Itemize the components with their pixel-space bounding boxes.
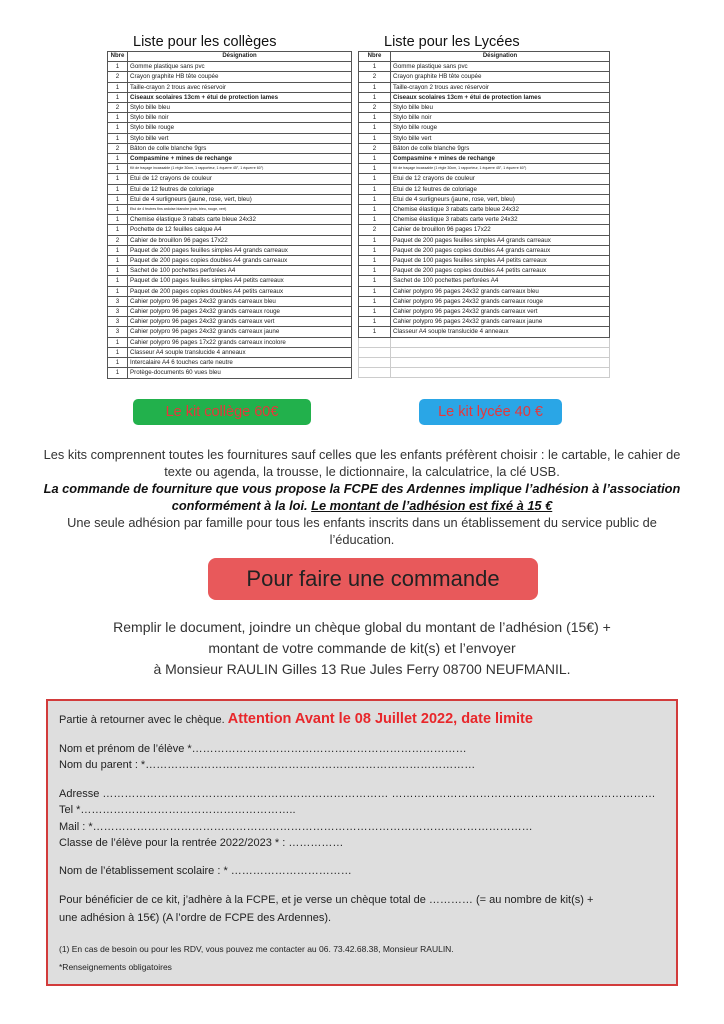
college-row (108, 358, 352, 368)
lycee-row (359, 72, 610, 82)
lycee-row-qty: 1 (359, 154, 391, 164)
lycee-row-designation: Taille-crayon 2 trous avec réservoir (391, 82, 610, 92)
college-row-qty: 2 (108, 72, 128, 82)
college-row-designation: Cahier de brouillon 96 pages 17x22 (128, 235, 352, 245)
lycee-row (359, 205, 610, 215)
instructions-line3: à Monsieur RAULIN Gilles 13 Rue Jules Ferry 08700 NEUFMANIL. (153, 661, 571, 677)
lycee-row-designation: Stylo bille vert (391, 133, 610, 143)
lycee-row-qty: 1 (359, 82, 391, 92)
college-row (108, 296, 352, 306)
lycee-row-designation: Bâton de colle blanche 9grs (391, 143, 610, 153)
lycee-row-designation: Cahier polypro 96 pages 24x32 grands carreaux bleu (391, 286, 610, 296)
pledge-line2: une adhésion à 15€) (A l’ordre de FCPE des Ardennes). (59, 912, 332, 924)
college-row (108, 368, 352, 378)
intro-line2: Une seule adhésion par famille pour tous les enfants inscrits dans un établissement du service public de l’éducation. (67, 515, 657, 547)
lycee-row (359, 215, 610, 225)
college-row (108, 266, 352, 276)
college-row-qty: 3 (108, 307, 128, 317)
lycee-row-designation: Classeur A4 souple translucide 4 anneaux (391, 327, 610, 337)
college-row-qty: 1 (108, 286, 128, 296)
lycee-row (359, 317, 610, 327)
college-row (108, 225, 352, 235)
instructions-line2: montant de votre commande de kit(s) et l’envoyer (208, 640, 516, 656)
lycee-row (359, 174, 610, 184)
college-row-designation: Pochette de 12 feuilles calque A4 (128, 225, 352, 235)
lycee-row-qty: 1 (359, 174, 391, 184)
college-row (108, 62, 352, 72)
college-row-qty: 1 (108, 368, 128, 378)
class-field[interactable]: Classe de l’élève pour la rentrée 2022/2023 * : …………… (59, 837, 344, 849)
college-row-designation: Kit de traçage incassable (1 règle 30cm, 1 rapporteur, 1 équerre 45°, 1 équerre 60°) (128, 164, 352, 174)
lycee-row-designation: Chemise élastique 3 rabats carte bleue 24x32 (391, 205, 610, 215)
college-row-designation: Compasmine + mines de rechange (128, 154, 352, 164)
college-row-designation: Crayon graphite HB tête coupée (128, 72, 352, 82)
college-row-designation: Classeur A4 souple translucide 4 anneaux (128, 347, 352, 357)
lycee-row-qty: 1 (359, 92, 391, 102)
college-header-qty: Nbre (108, 52, 128, 62)
lycee-row-qty: 2 (359, 225, 391, 235)
college-row-designation: Sachet de 100 pochettes perforées A4 (128, 266, 352, 276)
lycee-row (359, 327, 610, 337)
college-list-title: Liste pour les collèges (133, 34, 277, 50)
lycee-row-qty: 1 (359, 215, 391, 225)
college-row-designation: Cahier polypro 96 pages 17x22 grands carreaux incolore (128, 337, 352, 347)
college-row-designation: Paquet de 200 pages copies doubles A4 petits carreaux (128, 286, 352, 296)
college-row-designation: Ciseaux scolaires 13cm + étui de protection lames (128, 92, 352, 102)
lycee-row-designation: Stylo bille bleu (391, 103, 610, 113)
lycee-row-designation: Paquet de 100 pages feuilles simples A4 petits carreaux (391, 256, 610, 266)
deadline-notice: Attention Avant le 08 Juillet 2022, date limite (227, 711, 533, 727)
pledge-line1: Pour bénéficier de ce kit, j’adhère à la FCPE, et je verse un chèque total de ………… (= au nombre de kit(s) + (59, 894, 594, 906)
lycee-row-designation: Etui de 12 feutres de coloriage (391, 184, 610, 194)
lycee-row-qty: 1 (359, 205, 391, 215)
college-row (108, 327, 352, 337)
form-header (59, 711, 533, 727)
college-row-qty: 2 (108, 235, 128, 245)
intro-line1: Les kits comprennent toutes les fournitures sauf celles que les enfants préfèrent choisir : le cartable, le cahier de texte ou agenda, la trousse, le dictionnaire, la calculatrice, la clé USB. (43, 447, 681, 479)
college-row (108, 184, 352, 194)
parent-name-field[interactable]: Nom du parent : *……………………………………………………………………………… (59, 759, 476, 771)
lycee-empty-row (359, 368, 610, 378)
lycee-row (359, 123, 610, 133)
lycee-row-designation: Etui de 12 crayons de couleur (391, 174, 610, 184)
college-row-qty: 1 (108, 92, 128, 102)
intro-bold1: La commande de fourniture que vous propose la FCPE des Ardennes implique l’adhésion à l’association conformément à la loi. (43, 481, 681, 513)
student-name-field[interactable]: Nom et prénom de l’élève *………………………………………………………………… (59, 743, 467, 755)
college-row (108, 143, 352, 153)
lycee-empty-row (359, 347, 610, 357)
return-form (46, 699, 678, 986)
college-row-qty: 1 (108, 113, 128, 123)
college-row-designation: Stylo bille rouge (128, 123, 352, 133)
lycee-row-qty: 1 (359, 256, 391, 266)
college-row-qty: 1 (108, 337, 128, 347)
college-table (107, 51, 352, 379)
lycee-row-qty: 1 (359, 133, 391, 143)
lycee-row-qty: 1 (359, 307, 391, 317)
college-row-qty: 2 (108, 143, 128, 153)
lycee-row-qty: 1 (359, 164, 391, 174)
college-row-designation: Etui de 12 crayons de couleur (128, 174, 352, 184)
phone-field[interactable]: Tel *………………………………………………….. (59, 804, 296, 816)
lycee-row-designation: Stylo bille noir (391, 113, 610, 123)
college-row (108, 276, 352, 286)
college-row (108, 215, 352, 225)
lycee-row-designation: Ciseaux scolaires 13cm + étui de protection lames (391, 92, 610, 102)
lycee-row-designation: Paquet de 200 pages copies doubles A4 grands carreaux (391, 245, 610, 255)
college-row (108, 133, 352, 143)
lycee-row-qty: 1 (359, 194, 391, 204)
lycee-row-designation: Cahier de brouillon 96 pages 17x22 (391, 225, 610, 235)
intro-bold (40, 480, 684, 514)
lycee-row-designation: Compasmine + mines de rechange (391, 154, 610, 164)
college-row-designation: Paquet de 100 pages feuilles simples A4 petits carreaux (128, 276, 352, 286)
lycee-row-qty: 1 (359, 327, 391, 337)
lycee-table (358, 51, 610, 378)
order-banner: Pour faire une commande (208, 558, 538, 600)
lycee-row (359, 194, 610, 204)
college-row-qty: 1 (108, 215, 128, 225)
lycee-row-designation: Kit de traçage incassable (1 règle 30cm, 1 rapporteur, 1 équerre 45°, 1 équerre 60°) (391, 164, 610, 174)
college-row (108, 103, 352, 113)
lycee-row-qty: 1 (359, 113, 391, 123)
lycee-row (359, 296, 610, 306)
lycee-row-qty: 1 (359, 317, 391, 327)
college-header-designation: Désignation (128, 52, 352, 62)
college-row-qty: 1 (108, 205, 128, 215)
lycee-kit-price: Le kit lycée 40 € (419, 399, 562, 425)
lycee-row (359, 82, 610, 92)
college-row-qty: 1 (108, 133, 128, 143)
mail-field[interactable]: Mail : *………………………………………………………………………………………………………… (59, 821, 533, 833)
college-row-qty: 1 (108, 174, 128, 184)
lycee-row-designation: Sachet de 100 pochettes perforées A4 (391, 276, 610, 286)
college-row-designation: Chemise élastique 3 rabats carte bleue 24x32 (128, 215, 352, 225)
college-row (108, 194, 352, 204)
college-row (108, 164, 352, 174)
college-row-designation: Cahier polypro 96 pages 24x32 grands carreaux rouge (128, 307, 352, 317)
college-list (107, 34, 352, 379)
footnote-required: *Renseignements obligatoires (59, 962, 172, 972)
college-row-qty: 1 (108, 347, 128, 357)
lycee-row (359, 113, 610, 123)
college-row (108, 154, 352, 164)
lycee-row-designation: Crayon graphite HB tête coupée (391, 72, 610, 82)
lycee-row-qty: 1 (359, 62, 391, 72)
college-row-designation: Stylo bille bleu (128, 103, 352, 113)
lycee-row (359, 307, 610, 317)
lycee-row (359, 164, 610, 174)
college-row-qty: 1 (108, 62, 128, 72)
college-row-qty: 3 (108, 296, 128, 306)
lycee-empty-row (359, 337, 610, 347)
lycee-row-designation: Cahier polypro 96 pages 24x32 grands carreaux jaune (391, 317, 610, 327)
college-row (108, 113, 352, 123)
lycee-row-qty: 1 (359, 184, 391, 194)
lycee-list (358, 34, 610, 378)
college-row (108, 307, 352, 317)
lycee-row (359, 92, 610, 102)
lycee-row-designation: Cahier polypro 96 pages 24x32 grands carreaux vert (391, 307, 610, 317)
college-row (108, 317, 352, 327)
lycee-row-qty: 1 (359, 296, 391, 306)
college-row-qty: 1 (108, 276, 128, 286)
lycee-row-designation: Stylo bille rouge (391, 123, 610, 133)
college-row-designation: Intercalaire A4 6 touches carte neutre (128, 358, 352, 368)
college-row-qty: 1 (108, 266, 128, 276)
college-row-designation: Paquet de 200 pages feuilles simples A4 grands carreaux (128, 245, 352, 255)
college-row (108, 92, 352, 102)
lycee-row-qty: 2 (359, 103, 391, 113)
lycee-row (359, 276, 610, 286)
lycee-row-designation: Chemise élastique 3 rabats carte verte 24x32 (391, 215, 610, 225)
college-row-designation: Stylo bille noir (128, 113, 352, 123)
order-instructions (60, 617, 664, 680)
lycee-list-title: Liste pour les Lycées (384, 34, 520, 50)
college-row-qty: 2 (108, 103, 128, 113)
lycee-row-qty: 1 (359, 245, 391, 255)
college-row-designation: Stylo bille vert (128, 133, 352, 143)
college-row (108, 245, 352, 255)
lycee-row (359, 62, 610, 72)
college-row (108, 286, 352, 296)
college-row (108, 235, 352, 245)
lycee-row-designation: Etui de 4 surligneurs (jaune, rose, vert, bleu) (391, 194, 610, 204)
lycee-row (359, 143, 610, 153)
college-row-designation: Etui de 4 feutres fins ardoise blanche (noir, bleu, rouge, vert) (128, 205, 352, 215)
college-kit-price: Le kit collège 60€ (133, 399, 311, 425)
lycee-row-qty: 1 (359, 123, 391, 133)
college-row-qty: 1 (108, 225, 128, 235)
lycee-empty-row (359, 358, 610, 368)
college-row-designation: Etui de 4 surligneurs (jaune, rose, vert, bleu) (128, 194, 352, 204)
lycee-row-designation: Cahier polypro 96 pages 24x32 grands carreaux rouge (391, 296, 610, 306)
college-row-designation: Bâton de colle blanche 9grs (128, 143, 352, 153)
footnote-contact: (1) En cas de besoin ou pour les RDV, vous pouvez me contacter au 06. 73.42.68.38, Monsieur RAULIN. (59, 944, 454, 954)
lycee-row (359, 154, 610, 164)
college-row-designation: Etui de 12 feutres de coloriage (128, 184, 352, 194)
lycee-row (359, 103, 610, 113)
college-row (108, 123, 352, 133)
college-row-qty: 1 (108, 358, 128, 368)
college-row-designation: Cahier polypro 96 pages 24x32 grands carreaux jaune (128, 327, 352, 337)
college-row-designation: Taille-crayon 2 trous avec réservoir (128, 82, 352, 92)
college-row-designation: Gomme plastique sans pvc (128, 62, 352, 72)
college-row (108, 256, 352, 266)
lycee-row-designation: Gomme plastique sans pvc (391, 62, 610, 72)
address-field[interactable]: Adresse …………………………………………………………………… ……………………………………………………………… (59, 788, 656, 800)
college-row-qty: 1 (108, 164, 128, 174)
lycee-row-designation: Paquet de 200 pages feuilles simples A4 grands carreaux (391, 235, 610, 245)
college-row-qty: 1 (108, 82, 128, 92)
college-row-qty: 1 (108, 245, 128, 255)
lycee-row (359, 245, 610, 255)
college-row (108, 205, 352, 215)
lycee-row-designation: Paquet de 200 pages copies doubles A4 petits carreaux (391, 266, 610, 276)
lycee-row-qty: 2 (359, 143, 391, 153)
return-label: Partie à retourner avec le chèque. (59, 714, 225, 726)
college-row (108, 347, 352, 357)
college-row-qty: 3 (108, 317, 128, 327)
college-row-qty: 1 (108, 154, 128, 164)
lycee-row-qty: 1 (359, 286, 391, 296)
college-row-designation: Cahier polypro 96 pages 24x32 grands carreaux bleu (128, 296, 352, 306)
college-row-qty: 3 (108, 327, 128, 337)
lycee-row-qty: 1 (359, 235, 391, 245)
college-row-designation: Paquet de 200 pages copies doubles A4 grands carreaux (128, 256, 352, 266)
lycee-header-qty: Nbre (359, 52, 391, 62)
college-row-qty: 1 (108, 194, 128, 204)
lycee-row (359, 225, 610, 235)
college-row (108, 82, 352, 92)
school-field[interactable]: Nom de l’établissement scolaire : * …………………………… (59, 865, 352, 877)
lycee-row (359, 286, 610, 296)
lycee-row (359, 266, 610, 276)
lycee-row (359, 235, 610, 245)
lycee-row-qty: 1 (359, 266, 391, 276)
college-row (108, 72, 352, 82)
college-row-designation: Cahier polypro 96 pages 24x32 grands carreaux vert (128, 317, 352, 327)
intro-bold2: Le montant de l’adhésion est fixé à 15 € (311, 498, 553, 513)
lycee-row-qty: 1 (359, 276, 391, 286)
college-row-qty: 1 (108, 256, 128, 266)
college-row-designation: Protège-documents 60 vues bleu (128, 368, 352, 378)
intro-paragraph (40, 446, 684, 548)
lycee-row (359, 133, 610, 143)
college-row-qty: 1 (108, 123, 128, 133)
lycee-row-qty: 2 (359, 72, 391, 82)
college-row (108, 337, 352, 347)
college-row-qty: 1 (108, 184, 128, 194)
lycee-row (359, 256, 610, 266)
instructions-line1: Remplir le document, joindre un chèque global du montant de l’adhésion (15€) + (113, 619, 611, 635)
college-row (108, 174, 352, 184)
lycee-header-designation: Désignation (391, 52, 610, 62)
lycee-row (359, 184, 610, 194)
